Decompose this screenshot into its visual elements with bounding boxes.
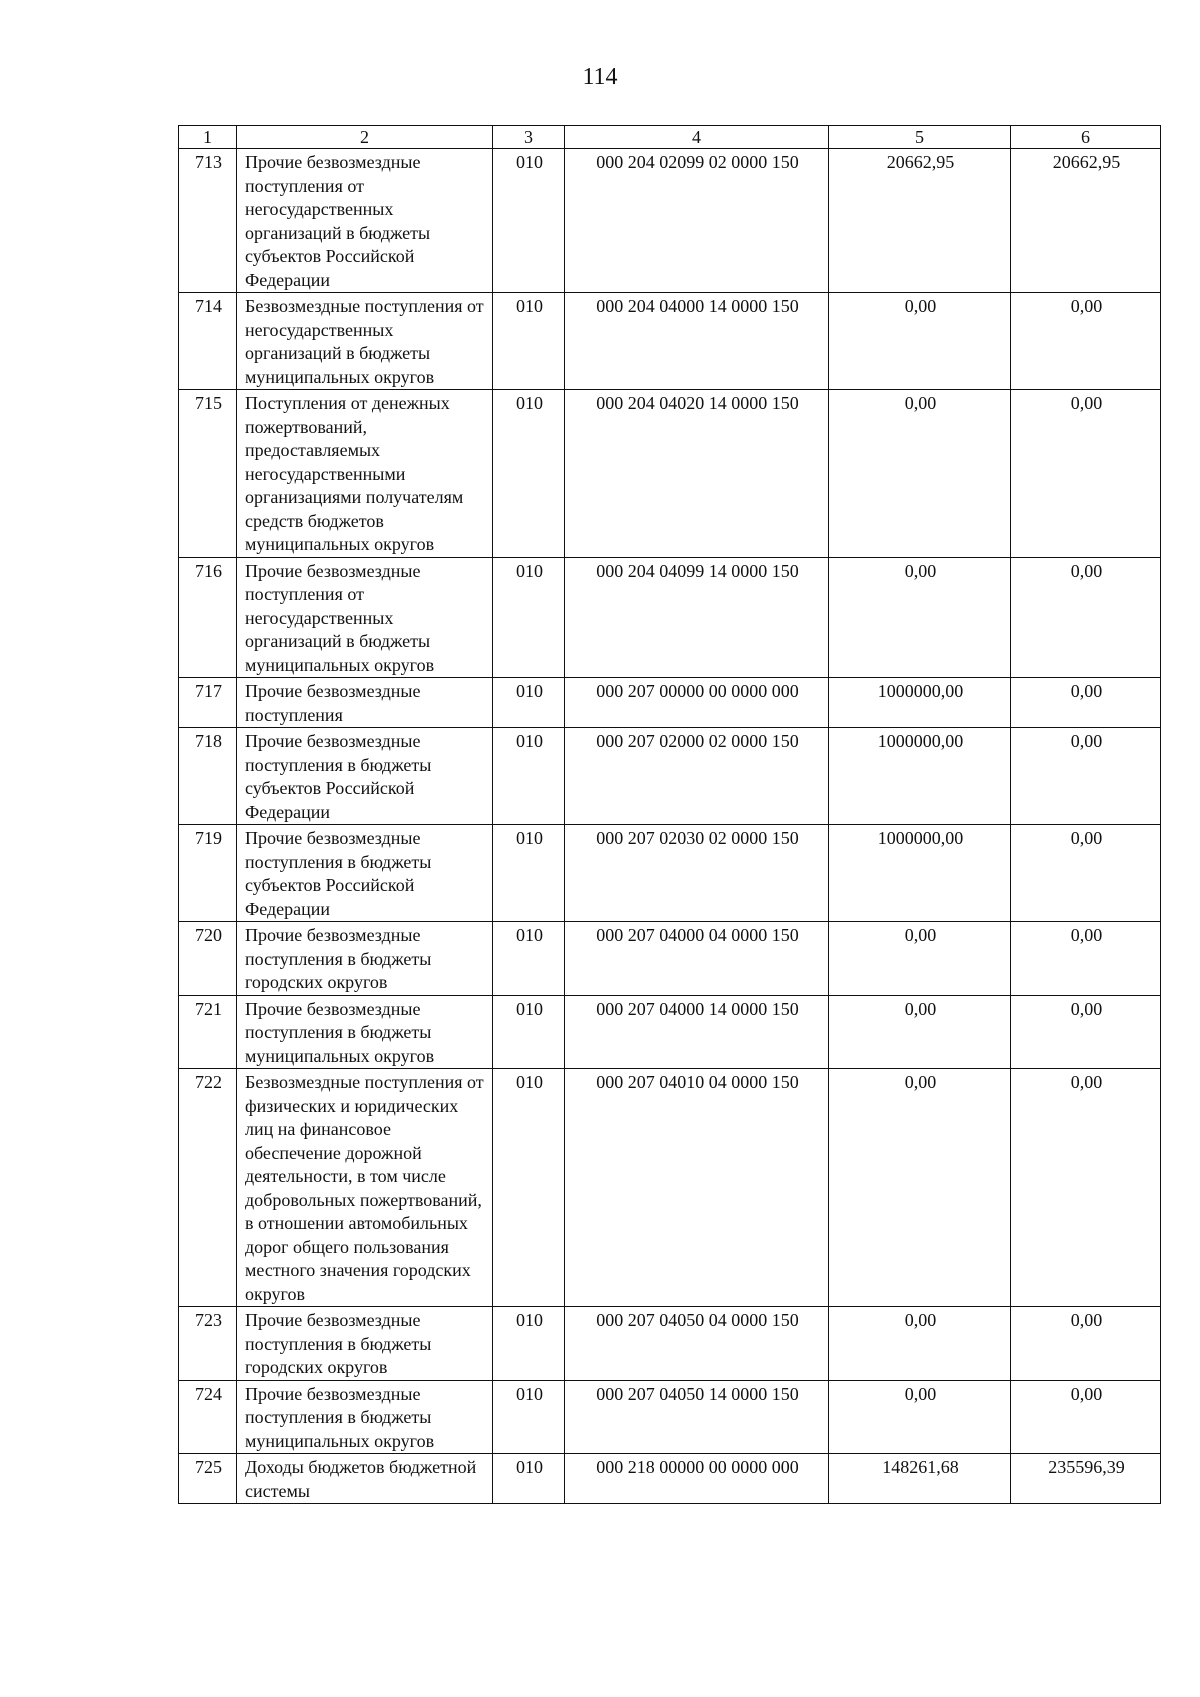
row-number: 713 xyxy=(179,149,237,293)
row-value-col-5: 0,00 xyxy=(829,1069,1011,1307)
row-ministry-code: 010 xyxy=(493,149,565,293)
table-row xyxy=(179,1069,1161,1307)
page-number: 114 xyxy=(582,64,618,90)
row-classification-code: 000 207 02000 02 0000 150 xyxy=(565,728,829,825)
row-name: Безвозмездные поступления от физических и юридических лиц на финансовое обеспечение дорожной деятельности, в том числе добровольных пожертвований, в отношении автомобильных дорог общего пользования местного значения городских округов xyxy=(237,1069,493,1307)
row-name: Прочие безвозмездные поступления в бюджеты субъектов Российской Федерации xyxy=(237,728,493,825)
row-ministry-code: 010 xyxy=(493,678,565,728)
table-row xyxy=(179,995,1161,1069)
table-row xyxy=(179,825,1161,922)
row-ministry-code: 010 xyxy=(493,1454,565,1504)
row-value-col-6: 20662,95 xyxy=(1011,149,1161,293)
row-name: Прочие безвозмездные поступления в бюджеты муниципальных округов xyxy=(237,995,493,1069)
table-row xyxy=(179,922,1161,996)
row-ministry-code: 010 xyxy=(493,728,565,825)
row-number: 716 xyxy=(179,557,237,678)
row-value-col-5: 0,00 xyxy=(829,995,1011,1069)
row-value-col-6: 0,00 xyxy=(1011,1069,1161,1307)
row-number: 722 xyxy=(179,1069,237,1307)
row-value-col-5: 0,00 xyxy=(829,922,1011,996)
row-number: 720 xyxy=(179,922,237,996)
row-name: Прочие безвозмездные поступления от негосударственных организаций в бюджеты муниципальных округов xyxy=(237,557,493,678)
table-row xyxy=(179,293,1161,390)
row-ministry-code: 010 xyxy=(493,1307,565,1381)
row-name: Безвозмездные поступления от негосударственных организаций в бюджеты муниципальных округов xyxy=(237,293,493,390)
header-col-1: 1 xyxy=(179,126,237,149)
row-classification-code: 000 204 04000 14 0000 150 xyxy=(565,293,829,390)
row-value-col-5: 0,00 xyxy=(829,293,1011,390)
row-ministry-code: 010 xyxy=(493,825,565,922)
row-value-col-6: 0,00 xyxy=(1011,1380,1161,1454)
row-number: 721 xyxy=(179,995,237,1069)
row-number: 724 xyxy=(179,1380,237,1454)
table-row xyxy=(179,1454,1161,1504)
row-ministry-code: 010 xyxy=(493,1380,565,1454)
row-classification-code: 000 207 04050 04 0000 150 xyxy=(565,1307,829,1381)
budget-table xyxy=(178,125,1161,1504)
row-value-col-6: 0,00 xyxy=(1011,390,1161,558)
row-value-col-5: 0,00 xyxy=(829,390,1011,558)
row-value-col-6: 0,00 xyxy=(1011,922,1161,996)
row-ministry-code: 010 xyxy=(493,995,565,1069)
row-name: Доходы бюджетов бюджетной системы xyxy=(237,1454,493,1504)
row-value-col-5: 148261,68 xyxy=(829,1454,1011,1504)
table-row xyxy=(179,149,1161,293)
row-name: Прочие безвозмездные поступления от негосударственных организаций в бюджеты субъектов Российской Федерации xyxy=(237,149,493,293)
row-ministry-code: 010 xyxy=(493,922,565,996)
row-name: Прочие безвозмездные поступления в бюджеты муниципальных округов xyxy=(237,1380,493,1454)
table-row xyxy=(179,1307,1161,1381)
row-value-col-6: 0,00 xyxy=(1011,825,1161,922)
row-value-col-5: 0,00 xyxy=(829,557,1011,678)
row-value-col-6: 0,00 xyxy=(1011,995,1161,1069)
header-col-3: 3 xyxy=(493,126,565,149)
row-classification-code: 000 207 04050 14 0000 150 xyxy=(565,1380,829,1454)
table-row xyxy=(179,678,1161,728)
table-row xyxy=(179,390,1161,558)
row-value-col-6: 0,00 xyxy=(1011,728,1161,825)
row-name: Прочие безвозмездные поступления xyxy=(237,678,493,728)
row-classification-code: 000 207 00000 00 0000 000 xyxy=(565,678,829,728)
row-value-col-5: 20662,95 xyxy=(829,149,1011,293)
row-classification-code: 000 204 04020 14 0000 150 xyxy=(565,390,829,558)
row-ministry-code: 010 xyxy=(493,390,565,558)
row-value-col-6: 0,00 xyxy=(1011,1307,1161,1381)
row-value-col-5: 1000000,00 xyxy=(829,825,1011,922)
row-classification-code: 000 207 04000 14 0000 150 xyxy=(565,995,829,1069)
header-col-5: 5 xyxy=(829,126,1011,149)
row-value-col-6: 235596,39 xyxy=(1011,1454,1161,1504)
row-value-col-6: 0,00 xyxy=(1011,293,1161,390)
row-name: Прочие безвозмездные поступления в бюджеты городских округов xyxy=(237,922,493,996)
row-number: 719 xyxy=(179,825,237,922)
row-value-col-5: 0,00 xyxy=(829,1307,1011,1381)
row-name: Прочие безвозмездные поступления в бюджеты субъектов Российской Федерации xyxy=(237,825,493,922)
header-row xyxy=(179,126,1161,149)
row-value-col-6: 0,00 xyxy=(1011,557,1161,678)
row-number: 715 xyxy=(179,390,237,558)
row-value-col-5: 0,00 xyxy=(829,1380,1011,1454)
row-ministry-code: 010 xyxy=(493,1069,565,1307)
table-row xyxy=(179,1380,1161,1454)
row-number: 718 xyxy=(179,728,237,825)
row-classification-code: 000 218 00000 00 0000 000 xyxy=(565,1454,829,1504)
row-value-col-6: 0,00 xyxy=(1011,678,1161,728)
row-classification-code: 000 204 02099 02 0000 150 xyxy=(565,149,829,293)
row-name: Поступления от денежных пожертвований, предоставляемых негосударственными организациями получателям средств бюджетов муниципальных округов xyxy=(237,390,493,558)
row-value-col-5: 1000000,00 xyxy=(829,678,1011,728)
row-number: 714 xyxy=(179,293,237,390)
row-number: 723 xyxy=(179,1307,237,1381)
row-classification-code: 000 207 04010 04 0000 150 xyxy=(565,1069,829,1307)
header-col-4: 4 xyxy=(565,126,829,149)
header-col-2: 2 xyxy=(237,126,493,149)
row-ministry-code: 010 xyxy=(493,557,565,678)
row-classification-code: 000 207 04000 04 0000 150 xyxy=(565,922,829,996)
table-row xyxy=(179,557,1161,678)
row-value-col-5: 1000000,00 xyxy=(829,728,1011,825)
row-name: Прочие безвозмездные поступления в бюджеты городских округов xyxy=(237,1307,493,1381)
row-classification-code: 000 204 04099 14 0000 150 xyxy=(565,557,829,678)
row-classification-code: 000 207 02030 02 0000 150 xyxy=(565,825,829,922)
row-number: 725 xyxy=(179,1454,237,1504)
table-row xyxy=(179,728,1161,825)
row-number: 717 xyxy=(179,678,237,728)
header-col-6: 6 xyxy=(1011,126,1161,149)
row-ministry-code: 010 xyxy=(493,293,565,390)
